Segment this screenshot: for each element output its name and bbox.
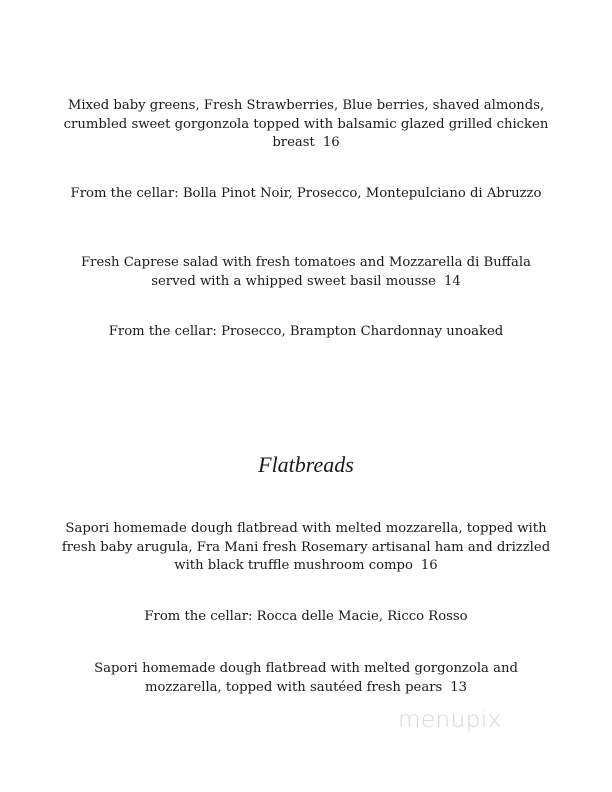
item-price: 13: [450, 679, 468, 695]
item-description: Sapori homemade dough flatbread with melted gorgonzola and mozzarella, topped with sautéed fresh pears: [94, 661, 518, 695]
item-price: 14: [443, 273, 461, 289]
pairing-text: From the cellar: Prosecco, Brampton Chardonnay unoaked: [108, 324, 504, 339]
menupix-watermark: menupix: [398, 707, 502, 733]
item-description: Mixed baby greens, Fresh Strawberries, Blue berries, shaved almonds, crumbled sweet gorgonzola topped with balsamic glazed grilled chicken breast: [63, 98, 549, 150]
flatbread-gorgonzola-pears: [60, 660, 552, 697]
salad-caprese: [60, 254, 552, 291]
pairing-text: From the cellar: Rocca delle Macie, Ricco Rosso: [144, 609, 468, 624]
wine-pairing-1: [60, 185, 552, 204]
pairing-text: From the cellar: Bolla Pinot Noir, Prosecco, Montepulciano di Abruzzo: [70, 186, 542, 201]
item-price: 16: [322, 135, 340, 150]
flatbread-arugula-ham: [60, 520, 552, 576]
salad-strawberry-chicken: [60, 97, 552, 153]
section-title-flatbreads: Flatbreads: [258, 452, 354, 477]
wine-pairing-2: [60, 323, 552, 342]
item-description: Sapori homemade dough flatbread with melted mozzarella, topped with fresh baby arugula, Fra Mani fresh Rosemary artisanal ham and drizzled with black truffle mushroom compo: [61, 521, 551, 573]
item-price: 16: [420, 558, 438, 573]
wine-pairing-3: [60, 608, 552, 627]
item-description: Fresh Caprese salad with fresh tomatoes and Mozzarella di Buffala served with a whipped sweet basil mousse: [81, 255, 531, 289]
